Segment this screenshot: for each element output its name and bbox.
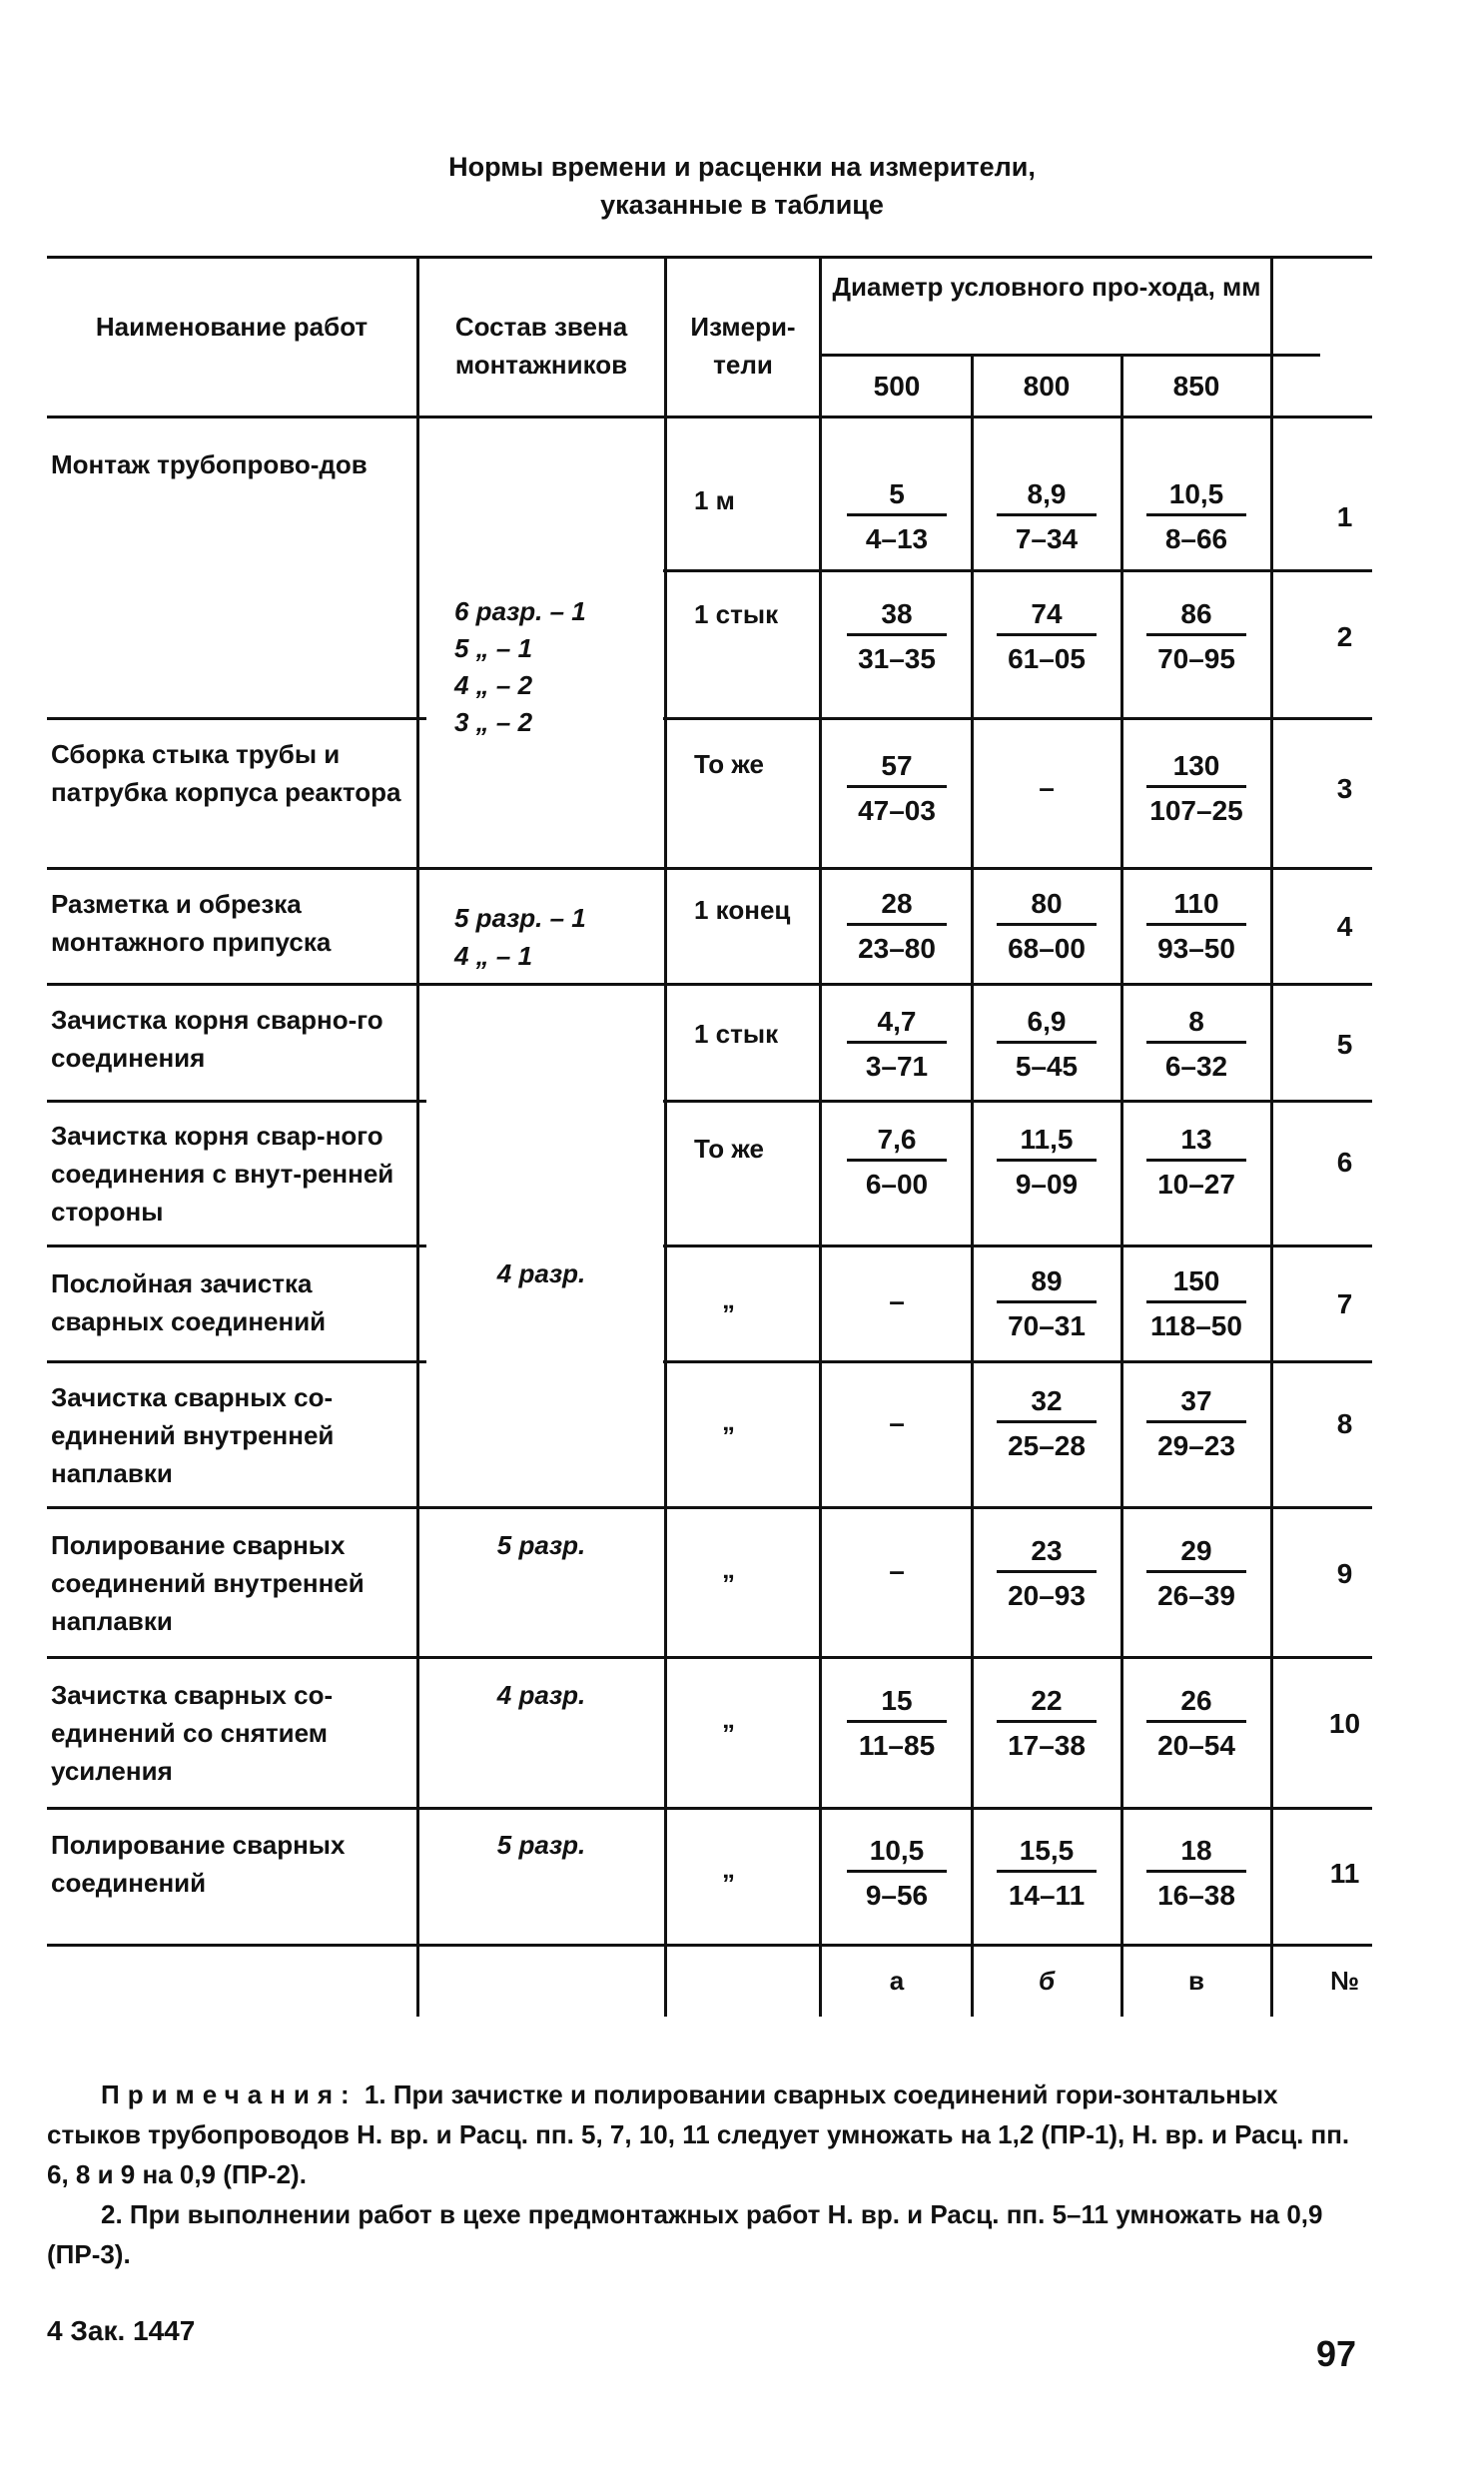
rule-row-6-left — [47, 1245, 426, 1247]
meter-row-1: 1 м — [694, 485, 735, 515]
value-r7-800: 89 70–31 — [982, 1264, 1112, 1343]
rule-top — [47, 256, 1372, 259]
rule-header-bottom — [47, 415, 1372, 418]
value-r1-800: 8,9 7–34 — [982, 477, 1112, 556]
value-r5-500: 4,7 3–71 — [832, 1005, 962, 1084]
work-row-8: Зачистка сварных со-единений внутренней наплавки — [51, 1382, 335, 1488]
meter-row-10: „ — [722, 1704, 735, 1734]
header-meter: Измери-тели — [690, 312, 796, 380]
rule-row-3 — [47, 867, 1372, 870]
rule-row-5-right — [663, 1100, 1372, 1103]
meter-row-3: То же — [694, 749, 764, 779]
value-r9-800: 23 20–93 — [982, 1534, 1112, 1613]
crew-line: 6 разр. – 1 — [454, 596, 586, 626]
work-row-11: Полирование сварных соединений — [51, 1830, 346, 1898]
crew-line: 4 „ – 1 — [454, 941, 533, 971]
meter-row-7: „ — [722, 1284, 735, 1314]
note-2: 2. При выполнении работ в цехе предмонтажных работ Н. вр. и Расц. пп. 5–11 умножать на 0,9 (ПР-3). — [47, 2199, 1323, 2269]
row-number-7: 7 — [1336, 1288, 1353, 1319]
value-r4-800: 80 68–00 — [982, 887, 1112, 966]
value-r2-500: 38 31–35 — [832, 597, 962, 676]
row-number-11: 11 — [1329, 1858, 1360, 1889]
value-r5-800: 6,9 5–45 — [982, 1005, 1112, 1084]
value-r3-800: – — [1039, 772, 1055, 803]
work-row-9: Полирование сварных соединений внутренней наплавки — [51, 1530, 365, 1636]
rule-row-8 — [47, 1506, 1372, 1509]
header-diameter: Диаметр условного про-хода, мм — [832, 272, 1261, 302]
header-d500: 500 — [873, 371, 921, 402]
notes — [47, 2075, 1372, 2274]
title-line-1: Нормы времени и расценки на измерители, — [448, 152, 1036, 182]
value-r11-850: 18 16–38 — [1131, 1834, 1261, 1913]
order-number: 4 Зак. 1447 — [47, 2315, 196, 2346]
row-number-6: 6 — [1336, 1147, 1353, 1178]
col-rule-2 — [664, 256, 667, 2017]
meter-row-2: 1 стык — [694, 599, 779, 629]
crew-line: 5 „ – 1 — [454, 633, 533, 663]
work-row-10: Зачистка сварных со-единений со снятием усиления — [51, 1680, 334, 1786]
value-r3-500: 57 47–03 — [832, 749, 962, 828]
work-row-5: Зачистка корня сварно-го соединения — [51, 1005, 383, 1073]
crew-line: 4 „ – 2 — [454, 670, 533, 700]
meter-row-6: То же — [694, 1134, 764, 1164]
col-rule-5 — [1120, 354, 1123, 2017]
value-r6-800: 11,5 9–09 — [982, 1123, 1112, 1202]
crew-row-9: 5 разр. — [496, 1530, 586, 1560]
value-r2-800: 74 61–05 — [982, 597, 1112, 676]
value-r1-850: 10,5 8–66 — [1131, 477, 1261, 556]
footer-col-b: б — [1038, 1966, 1056, 1996]
meter-row-8: „ — [722, 1406, 735, 1436]
work-row-6: Зачистка корня свар-ного соединения с внут-ренней стороны — [51, 1121, 394, 1227]
rule-row-1 — [663, 569, 1372, 572]
value-r10-850: 26 20–54 — [1131, 1684, 1261, 1763]
value-r6-850: 13 10–27 — [1131, 1123, 1261, 1202]
value-r10-500: 15 11–85 — [832, 1684, 962, 1763]
rule-row-7-left — [47, 1360, 426, 1363]
crew-group-1 — [454, 593, 654, 741]
crew-row-11: 5 разр. — [496, 1830, 586, 1860]
value-r7-850: 150 118–50 — [1131, 1264, 1261, 1343]
value-r10-800: 22 17–38 — [982, 1684, 1112, 1763]
col-rule-4 — [971, 354, 974, 2017]
value-r11-800: 15,5 14–11 — [982, 1834, 1112, 1913]
rule-row-11 — [47, 1944, 1372, 1947]
row-number-1: 1 — [1336, 501, 1353, 532]
work-row-3: Сборка стыка трубы и патрубка корпуса реактора — [51, 739, 401, 807]
rule-row-2-right — [663, 717, 1372, 720]
value-r8-800: 32 25–28 — [982, 1384, 1112, 1463]
crew-group-3: 4 разр. — [496, 1258, 586, 1288]
footer-col-c: в — [1188, 1966, 1204, 1996]
rule-diameter-sub — [819, 354, 1320, 357]
footer-col-a: а — [889, 1966, 905, 1996]
header-work: Наименование работ — [95, 312, 369, 342]
notes-label: Примечания: — [101, 2079, 358, 2109]
value-r4-850: 110 93–50 — [1131, 887, 1261, 966]
crew-line: 5 разр. – 1 — [454, 903, 586, 933]
header-d850: 850 — [1172, 371, 1220, 402]
value-r11-500: 10,5 9–56 — [832, 1834, 962, 1913]
work-row-4: Разметка и обрезка монтажного припуска — [51, 889, 332, 957]
value-r7-500: – — [889, 1285, 905, 1316]
crew-line: 3 „ – 2 — [454, 707, 533, 737]
value-r6-500: 7,6 6–00 — [832, 1123, 962, 1202]
meter-row-4: 1 конец — [694, 895, 791, 925]
value-r2-850: 86 70–95 — [1131, 597, 1261, 676]
value-r8-850: 37 29–23 — [1131, 1384, 1261, 1463]
row-number-8: 8 — [1336, 1408, 1353, 1439]
value-r9-850: 29 26–39 — [1131, 1534, 1261, 1613]
header-crew: Состав звена монтажников — [454, 312, 628, 380]
work-row-7: Послойная зачистка сварных соединений — [51, 1268, 327, 1336]
footer-col-no: № — [1330, 1966, 1359, 1996]
crew-group-2 — [454, 899, 654, 975]
row-number-10: 10 — [1328, 1708, 1361, 1739]
header-d800: 800 — [1023, 371, 1071, 402]
note-1-text: 1. При зачистке и полировании сварных соединений гори-зонтальных стыков трубопроводов Н. вр. и Расц. пп. 5, 7, 10, 11 следует умножать на 1,2 (ПР-1), Н. вр. и Расц. пп. 6, 8 и 9 на 0,9 (ПР-2). — [47, 2079, 1350, 2189]
value-r3-850: 130 107–25 — [1131, 749, 1261, 828]
page-number: 97 — [1316, 2333, 1357, 2374]
col-rule-6 — [1270, 256, 1273, 2017]
meter-row-11: „ — [722, 1854, 735, 1884]
norms-table — [47, 256, 1372, 2017]
row-number-3: 3 — [1336, 773, 1353, 804]
value-r8-500: – — [889, 1407, 905, 1438]
crew-row-10: 4 разр. — [496, 1680, 586, 1710]
rule-row-2-left — [47, 717, 426, 720]
rule-row-9 — [47, 1656, 1372, 1659]
rule-row-4 — [47, 983, 1372, 986]
value-r1-500: 5 4–13 — [832, 477, 962, 556]
meter-row-9: „ — [722, 1554, 735, 1584]
rule-row-6-right — [663, 1245, 1372, 1247]
row-number-9: 9 — [1336, 1558, 1353, 1589]
row-number-4: 4 — [1336, 911, 1353, 942]
title-line-2: указанные в таблице — [600, 190, 884, 220]
value-r5-850: 8 6–32 — [1131, 1005, 1261, 1084]
rule-row-10 — [47, 1807, 1372, 1810]
value-r9-500: – — [889, 1555, 905, 1586]
row-number-2: 2 — [1336, 621, 1353, 652]
row-number-5: 5 — [1336, 1029, 1353, 1060]
meter-row-5: 1 стык — [694, 1019, 779, 1049]
value-r4-500: 28 23–80 — [832, 887, 962, 966]
work-row-1: Монтаж трубопрово-дов — [51, 449, 368, 479]
col-rule-3 — [819, 256, 822, 2017]
rule-row-7-right — [663, 1360, 1372, 1363]
note-1 — [47, 2075, 1372, 2194]
table-title — [0, 148, 1484, 224]
rule-row-5-left — [47, 1100, 426, 1103]
